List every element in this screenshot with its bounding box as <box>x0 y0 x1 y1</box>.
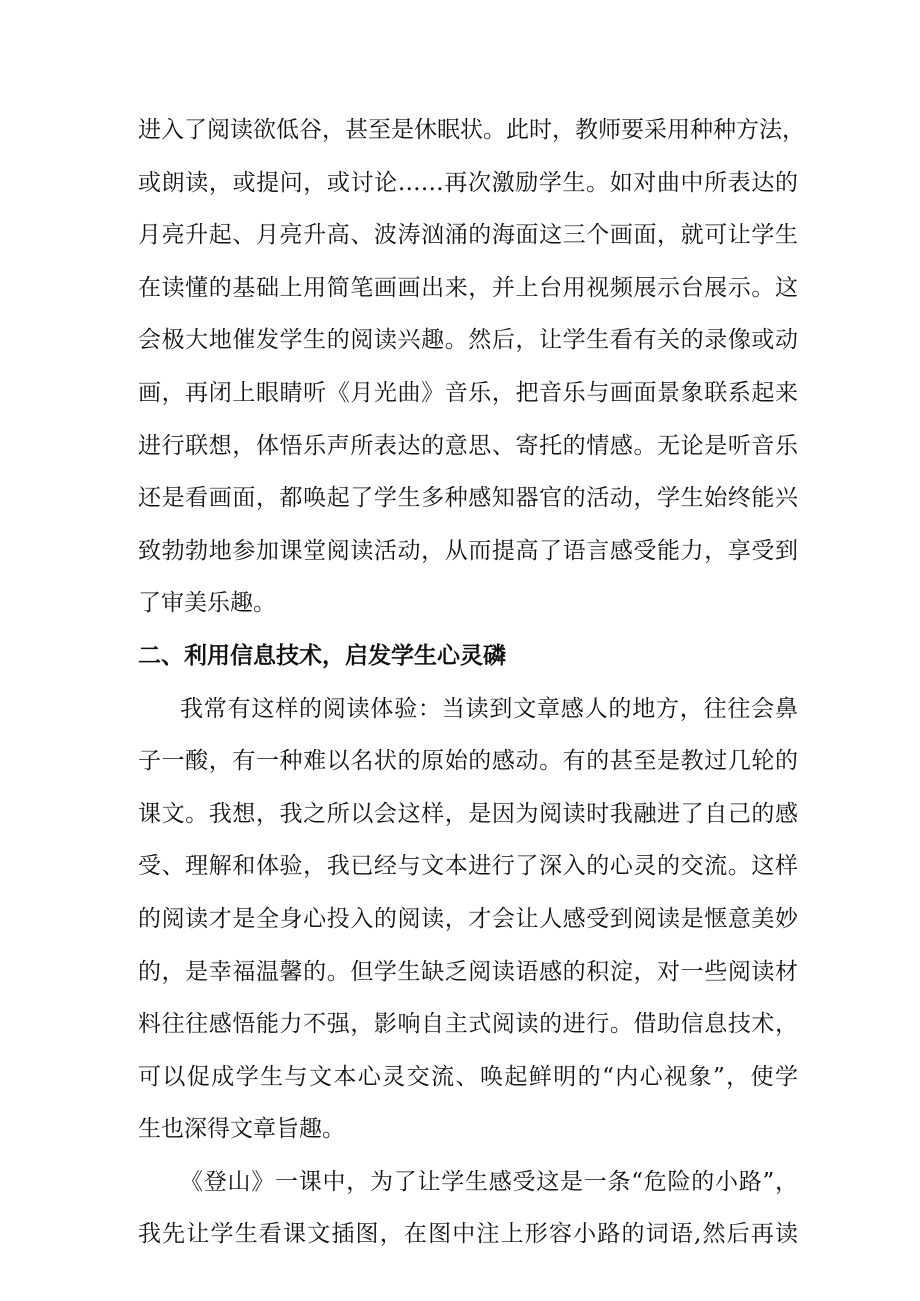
paragraph-1-line-1: 进入了阅读欲低谷，甚至是休眠状。此时，教师要采用种种方法， <box>138 117 805 143</box>
paragraph-2-line-2: 子一酸，有一种难以名状的原始的感动。有的甚至是教过几轮的 <box>138 748 798 775</box>
paragraph-2-line-5: 的阅读才是全身心投入的阅读，才会让人感受到阅读是惬意美妙 <box>138 905 798 932</box>
paragraph-1-line-4: 在读懂的基础上用简笔画画出来，并上台用视频展示台展示。这 <box>138 274 798 301</box>
paragraph-2-line-8: 可以促成学生与文本心灵交流、唤起鲜明的“内心视象”，使学 <box>138 1063 798 1090</box>
paragraph-2-line-9: 生也深得文章旨趣。 <box>138 1116 345 1143</box>
paragraph-3-line-2: 我先让学生看课文插图，在图中注上形容小路的词语,然后再读 <box>138 1221 798 1248</box>
section-heading: 二、利用信息技术，启发学生心灵磷 <box>138 642 506 669</box>
paragraph-1-line-9: 致勃勃地参加课堂阅读活动，从而提高了语言感受能力，享受到 <box>138 537 798 564</box>
paragraph-2-line-6: 的，是幸福温馨的。但学生缺乏阅读语感的积淀，对一些阅读材 <box>138 958 798 985</box>
paragraph-1-line-7: 进行联想，体悟乐声所表达的意思、寄托的情感。无论是听音乐 <box>138 432 798 459</box>
paragraph-1-line-8: 还是看画面，都唤起了学生多种感知器官的活动，学生始终能兴 <box>138 485 798 512</box>
paragraph-1-line-5: 会极大地催发学生的阅读兴趣。然后，让学生看有关的录像或动 <box>138 327 798 354</box>
paragraph-1-line-3: 月亮升起、月亮升高、波涛汹涌的海面这三个画面，就可让学生 <box>138 222 798 249</box>
paragraph-1-line-10: 了审美乐趣。 <box>138 590 276 617</box>
paragraph-1-line-6: 画，再闭上眼睛听《月光曲》音乐，把音乐与画面景象联系起来 <box>138 379 798 406</box>
paragraph-3-line-1: 《登山》一课中，为了让学生感受这是一条“危险的小路”， <box>180 1168 798 1195</box>
paragraph-2-line-4: 受、理解和体验，我已经与文本进行了深入的心灵的交流。这样 <box>138 853 798 880</box>
paragraph-2-line-3: 课文。我想，我之所以会这样，是因为阅读时我融进了自己的感 <box>138 800 798 827</box>
paragraph-2-line-1: 我常有这样的阅读体验：当读到文章感人的地方，往往会鼻 <box>180 695 798 722</box>
paragraph-1-line-2: 或朗读，或提问，或讨论……再次激励学生。如对曲中所表达的 <box>138 169 798 196</box>
body-text <box>138 104 805 1261</box>
paragraph-2-line-7: 料往往感悟能力不强，影响自主式阅读的进行。借助信息技术， <box>138 1011 798 1038</box>
